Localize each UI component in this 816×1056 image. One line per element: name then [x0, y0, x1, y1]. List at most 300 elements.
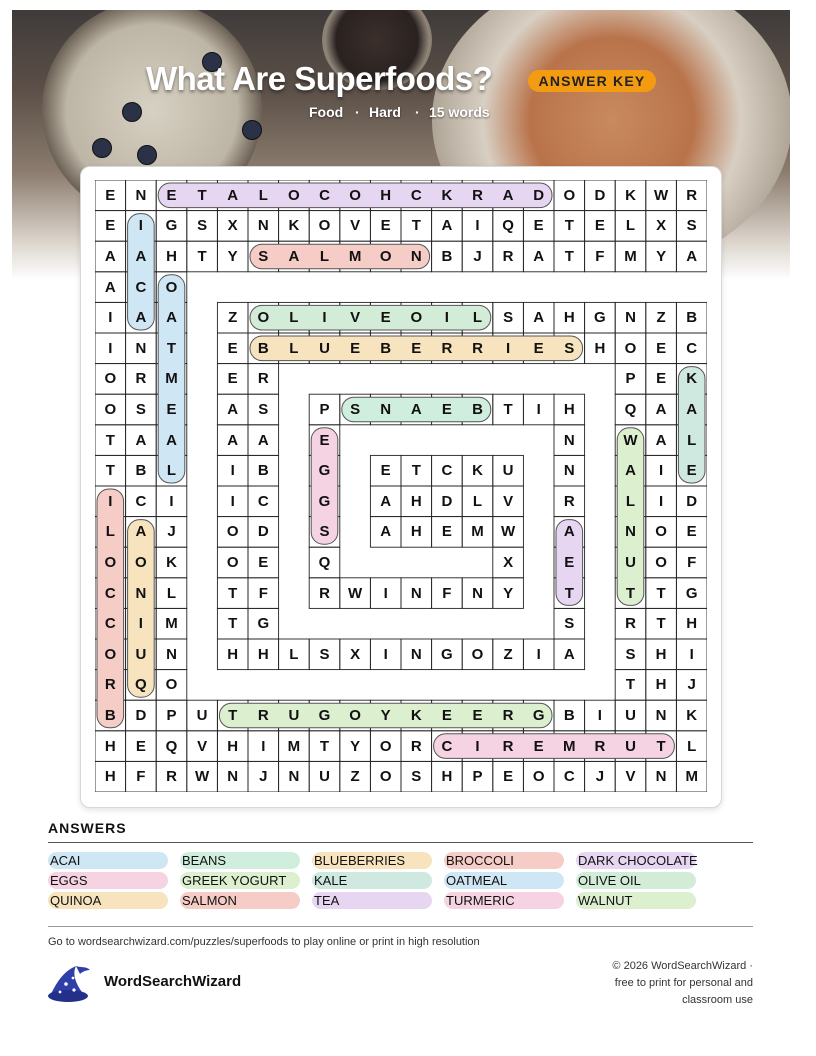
grid-letter: I	[322, 309, 327, 327]
grid-letter: P	[472, 768, 483, 786]
grid-letter: T	[411, 217, 421, 235]
grid-letter: A	[655, 400, 667, 418]
grid-letter: O	[135, 553, 147, 571]
grid-letter: U	[625, 737, 636, 755]
grid-letter: W	[501, 523, 516, 541]
grid-letter: R	[257, 370, 269, 388]
grid-letter: C	[410, 186, 422, 204]
grid-letter: N	[563, 462, 575, 480]
grid-letter: C	[257, 492, 269, 510]
answer-key-badge: ANSWER KEY	[528, 70, 656, 92]
grid-letter: G	[318, 706, 331, 724]
grid-letter: B	[135, 462, 147, 480]
grid-letter: W	[195, 768, 210, 786]
grid-letter: L	[687, 431, 697, 449]
grid-letter: T	[105, 431, 115, 449]
grid-letter: D	[533, 186, 545, 204]
grid-letter: C	[686, 339, 698, 357]
copyright-line: © 2026 WordSearchWizard ·	[612, 960, 753, 972]
wizard-hat-icon	[46, 962, 94, 1006]
grid-letter: V	[197, 737, 208, 755]
grid-letter: D	[257, 523, 269, 541]
grid-letter: S	[319, 645, 330, 663]
grid-letter: N	[135, 339, 147, 357]
grid-letter: V	[350, 309, 361, 327]
grid-letter: A	[655, 431, 667, 449]
grid-letter: A	[563, 645, 575, 663]
grid-letter: C	[135, 278, 147, 296]
grid-letter: E	[105, 217, 116, 235]
grid-letter: V	[625, 768, 636, 786]
grid-letter: A	[502, 186, 514, 204]
grid-letter: S	[135, 400, 146, 418]
grid-letter: R	[563, 492, 575, 510]
grid-letter: H	[166, 247, 177, 265]
grid-letter: B	[441, 247, 453, 265]
grid-letter: R	[257, 706, 269, 724]
answer-item: WALNUT	[576, 892, 696, 909]
grid-letter: I	[108, 309, 113, 327]
grid-letter: K	[472, 462, 483, 480]
grid-letter: A	[288, 247, 300, 265]
grid-letter: E	[533, 217, 544, 235]
grid-letter: O	[257, 309, 270, 327]
grid-letter: L	[105, 523, 115, 541]
grid-letter: J	[687, 676, 696, 694]
grid-letter: C	[441, 462, 453, 480]
grid-letter: T	[625, 584, 636, 602]
grid-letter: E	[441, 706, 452, 724]
grid-letter: R	[319, 584, 330, 602]
grid-letter: S	[503, 309, 514, 327]
grid-letter: Q	[135, 676, 147, 694]
grid-letter: E	[258, 553, 269, 571]
grid-letter: C	[104, 584, 116, 602]
grid-letter: E	[503, 768, 514, 786]
category-label: Food	[309, 104, 344, 120]
grid-letter: Q	[502, 217, 514, 235]
meta-separator: ·	[355, 104, 360, 120]
answer-item: DARK CHOCOLATE	[578, 853, 698, 868]
grid-letter: Z	[350, 768, 360, 786]
grid-letter: R	[472, 186, 483, 204]
grid-letter: E	[105, 186, 116, 204]
grid-letter: I	[138, 615, 143, 633]
word-count-label: 15 words	[429, 104, 490, 120]
grid-letter: U	[625, 706, 636, 724]
blueberry-decoration	[242, 120, 262, 140]
grid-letter: O	[624, 339, 637, 357]
grid-letter: Y	[380, 706, 391, 724]
grid-letter: B	[257, 339, 269, 357]
grid-letter: M	[563, 737, 576, 755]
grid-letter: F	[136, 768, 146, 786]
grid-letter: R	[502, 737, 514, 755]
grid-letter: H	[410, 523, 422, 541]
grid-letter: A	[380, 492, 392, 510]
grid-letter: A	[135, 247, 147, 265]
grid-letter: M	[348, 247, 362, 265]
grid-letter: H	[686, 615, 698, 633]
grid-letter: M	[165, 370, 178, 388]
grid-letter: I	[230, 492, 235, 510]
grid-letter: Y	[656, 247, 667, 265]
grid-letter: G	[532, 706, 545, 724]
grid-letter: O	[563, 186, 576, 204]
grid-letter: S	[350, 400, 361, 418]
grid-letter: T	[656, 584, 666, 602]
difficulty-label: Hard	[369, 104, 401, 120]
grid-letter: I	[444, 309, 449, 327]
grid-letter: H	[594, 339, 606, 357]
grid-letter: E	[411, 339, 422, 357]
divider	[48, 926, 753, 927]
grid-letter: N	[625, 523, 636, 541]
grid-letter: N	[563, 431, 575, 449]
grid-letter: V	[350, 217, 361, 235]
grid-letter: K	[686, 370, 698, 388]
grid-letter: G	[318, 462, 331, 480]
grid-letter: N	[410, 247, 422, 265]
grid-letter: A	[227, 186, 239, 204]
grid-letter: L	[472, 309, 483, 327]
grid-letter: S	[258, 400, 269, 418]
grid-letter: O	[379, 768, 392, 786]
grid-letter: H	[227, 645, 239, 663]
grid-letter: D	[594, 186, 606, 204]
grid-letter: O	[104, 553, 117, 571]
meta-separator: ·	[415, 104, 420, 120]
grid-letter: N	[288, 768, 300, 786]
grid-letter: T	[105, 462, 115, 480]
grid-letter: H	[380, 186, 392, 204]
grid-letter: O	[655, 523, 667, 541]
grid-letter: O	[165, 278, 178, 296]
grid-letter: O	[288, 186, 300, 204]
grid-letter: B	[563, 706, 575, 724]
grid-letter: E	[166, 186, 177, 204]
grid-letter: L	[472, 492, 483, 510]
grid-letter: R	[472, 339, 483, 357]
grid-letter: U	[135, 645, 147, 663]
grid-letter: O	[104, 370, 117, 388]
grid-letter: H	[257, 645, 269, 663]
grid-letter: E	[380, 462, 391, 480]
grid-letter: O	[165, 676, 178, 694]
grid-letter: L	[319, 247, 330, 265]
grid-letter: N	[135, 584, 147, 602]
grid-letter: E	[319, 431, 330, 449]
grid-letter: S	[411, 768, 422, 786]
grid-letter: O	[318, 217, 331, 235]
word-search-grid	[95, 180, 707, 792]
grid-letter: H	[104, 737, 116, 755]
grid-letter: X	[656, 217, 667, 235]
answer-item: SALMON	[180, 892, 300, 909]
grid-letter: E	[166, 400, 177, 418]
grid-letter: G	[318, 492, 331, 510]
grid-letter: L	[166, 584, 177, 602]
grid-letter: I	[689, 645, 694, 663]
grid-letter: O	[655, 553, 667, 571]
grid-letter: A	[104, 247, 116, 265]
grid-letter: N	[655, 768, 667, 786]
grid-letter: R	[441, 339, 453, 357]
grid-letter: E	[533, 737, 544, 755]
grid-letter: K	[288, 217, 300, 235]
grid-letter: T	[656, 615, 666, 633]
grid-letter: O	[104, 645, 117, 663]
grid-letter: U	[319, 768, 330, 786]
blueberry-decoration	[137, 145, 157, 165]
grid-letter: K	[166, 553, 177, 571]
grid-letter: H	[441, 768, 453, 786]
grid-letter: B	[686, 309, 698, 327]
grid-letter: M	[287, 737, 301, 755]
grid-letter: T	[228, 584, 238, 602]
grid-letter: I	[230, 462, 235, 480]
grid-letter: T	[656, 737, 666, 755]
answer-item: BLUEBERRIES	[312, 852, 432, 869]
grid-letter: E	[441, 400, 452, 418]
grid-letter: G	[441, 645, 453, 663]
grid-letter: V	[503, 492, 514, 510]
grid-letter: E	[441, 523, 452, 541]
grid-letter: L	[289, 339, 299, 357]
grid-letter: A	[227, 431, 239, 449]
grid-letter: L	[687, 737, 697, 755]
answer-item: QUINOA	[48, 892, 168, 909]
grid-letter: T	[197, 186, 207, 204]
grid-letter: J	[595, 768, 605, 786]
grid-letter: F	[595, 247, 605, 265]
grid-letter: O	[379, 247, 392, 265]
grid-letter: I	[536, 400, 541, 418]
grid-letter: T	[564, 584, 574, 602]
grid-letter: G	[257, 615, 270, 633]
grid-letter: H	[655, 676, 667, 694]
grid-letter: X	[227, 217, 238, 235]
grid-letter: O	[379, 737, 392, 755]
grid-letter: E	[656, 370, 667, 388]
grid-letter: N	[625, 309, 636, 327]
grid-letter: C	[441, 737, 453, 755]
grid-letter: G	[685, 584, 698, 602]
grid-letter: R	[135, 370, 147, 388]
grid-letter: T	[625, 676, 636, 694]
grid-letter: I	[475, 737, 480, 755]
grid-letter: L	[289, 645, 299, 663]
grid-letter: I	[506, 339, 511, 357]
page-title: What Are Superfoods?	[146, 60, 493, 97]
grid-letter: I	[138, 217, 143, 235]
grid-letter: W	[623, 431, 638, 449]
grid-letter: O	[532, 768, 545, 786]
grid-letter: H	[563, 400, 575, 418]
grid-letter: G	[594, 309, 606, 327]
copyright-line: classroom use	[682, 994, 753, 1006]
grid-letter: E	[380, 217, 391, 235]
grid-letter: S	[625, 645, 636, 663]
grid-letter: M	[685, 768, 698, 786]
grid-letter: K	[410, 706, 422, 724]
grid-letter: N	[257, 217, 269, 235]
copyright	[553, 958, 753, 1009]
grid-letter: R	[502, 247, 514, 265]
grid-letter: U	[502, 462, 514, 480]
grid-letter: K	[441, 186, 453, 204]
grid-letter: C	[135, 492, 147, 510]
grid-letter: N	[410, 645, 422, 663]
grid-letter: O	[471, 645, 484, 663]
grid-letter: X	[350, 645, 361, 663]
grid-letter: Q	[318, 553, 331, 571]
grid-letter: B	[257, 462, 269, 480]
grid-letter: Z	[503, 645, 513, 663]
grid-letter: F	[258, 584, 268, 602]
grid-letter: D	[135, 706, 147, 724]
grid-letter: H	[655, 645, 667, 663]
grid-letter: A	[166, 431, 177, 449]
grid-letter: N	[227, 768, 239, 786]
grid-letter: J	[473, 247, 482, 265]
grid-letter: I	[383, 645, 388, 663]
grid-letter: E	[686, 462, 697, 480]
grid-letter: E	[227, 339, 238, 357]
grid-letter: I	[659, 492, 664, 510]
grid-letter: C	[319, 186, 330, 204]
grid-letter: P	[166, 706, 177, 724]
grid-letter: R	[594, 737, 606, 755]
grid-letter: S	[564, 339, 575, 357]
grid-letter: A	[135, 431, 147, 449]
grid-letter: E	[350, 339, 361, 357]
grid-letter: Q	[165, 737, 178, 755]
grid-letter: C	[104, 615, 116, 633]
grid-letter: I	[108, 492, 113, 510]
grid-letter: B	[472, 400, 483, 418]
grid-letter: H	[227, 737, 239, 755]
grid-letter: O	[226, 523, 239, 541]
grid-letter: E	[533, 339, 544, 357]
grid-letter: S	[319, 523, 330, 541]
grid-letter: S	[197, 217, 208, 235]
grid-letter: J	[259, 768, 268, 786]
answer-item: BEANS	[180, 852, 300, 869]
grid-letter: U	[625, 553, 636, 571]
grid-letter: A	[257, 431, 269, 449]
grid-letter: O	[349, 706, 361, 724]
footer-link[interactable]: Go to wordsearchwizard.com/puzzles/superfoods to play online or print in high resolution	[48, 936, 480, 948]
grid-letter: A	[533, 247, 545, 265]
blueberry-decoration	[92, 138, 112, 158]
grid-letter: I	[659, 462, 664, 480]
answer-item: TEA	[312, 892, 432, 909]
grid-letter: A	[104, 278, 116, 296]
grid-letter: G	[165, 217, 178, 235]
grid-letter: Y	[350, 737, 361, 755]
grid-letter: R	[502, 706, 514, 724]
grid-letter: A	[410, 400, 422, 418]
answer-item: GREEK YOGURT	[180, 872, 300, 889]
grid-letter: I	[261, 737, 266, 755]
grid-letter: W	[348, 584, 363, 602]
grid-letter: A	[686, 400, 698, 418]
grid-letter: R	[166, 768, 177, 786]
grid-letter: L	[625, 217, 636, 235]
grid-letter: P	[625, 370, 636, 388]
answer-item: TURMERIC	[444, 892, 564, 909]
answer-item: BROCCOLI	[444, 852, 564, 869]
grid-letter: F	[442, 584, 452, 602]
grid-letter: K	[625, 186, 636, 204]
answer-item: OATMEAL	[444, 872, 564, 889]
grid-letter: Z	[656, 309, 666, 327]
grid-letter: A	[625, 462, 636, 480]
grid-letter: R	[625, 615, 636, 633]
brand-name: WordSearchWizard	[104, 973, 242, 990]
grid-letter: E	[380, 309, 391, 327]
grid-letter: R	[104, 676, 116, 694]
grid-letter: Z	[228, 309, 238, 327]
answers-heading: ANSWERS	[48, 820, 127, 836]
grid-letter: N	[166, 645, 177, 663]
grid-letter: M	[471, 523, 484, 541]
grid-letter: C	[563, 768, 575, 786]
divider	[48, 842, 753, 843]
grid-letter: N	[655, 706, 667, 724]
grid-letter: T	[411, 462, 421, 480]
grid-letter: E	[594, 217, 605, 235]
grid-letter: L	[258, 186, 268, 204]
answer-item: EGGS	[48, 872, 168, 889]
copyright-line: free to print for personal and	[614, 977, 753, 989]
grid-letter: I	[475, 217, 480, 235]
grid-letter: T	[228, 615, 238, 633]
grid-letter: U	[288, 706, 300, 724]
grid-letter: B	[380, 339, 392, 357]
grid-letter: A	[166, 309, 177, 327]
answer-item: KALE	[312, 872, 432, 889]
grid-letter: A	[135, 523, 147, 541]
grid-letter: A	[227, 400, 239, 418]
grid-letter: A	[380, 523, 392, 541]
grid-letter: L	[166, 462, 177, 480]
grid-letter: W	[654, 186, 669, 204]
grid-letter: I	[383, 584, 388, 602]
grid-letter: H	[104, 768, 116, 786]
grid-letter: H	[410, 492, 422, 510]
grid-letter: Q	[624, 400, 637, 418]
grid-letter: F	[687, 553, 697, 571]
grid-letter: T	[319, 737, 330, 755]
grid-letter: K	[686, 706, 698, 724]
grid-letter: A	[563, 523, 575, 541]
grid-letter: N	[472, 584, 483, 602]
grid-letter: J	[167, 523, 176, 541]
grid-letter: S	[258, 247, 269, 265]
answer-item: ACAI	[48, 852, 168, 869]
grid-letter: S	[686, 217, 697, 235]
grid-letter: H	[563, 309, 575, 327]
grid-letter: S	[564, 615, 575, 633]
grid-letter: T	[564, 247, 574, 265]
grid-letter: E	[656, 339, 667, 357]
grid-letter: A	[533, 309, 545, 327]
grid-letter: P	[319, 400, 330, 418]
grid-letter: L	[289, 309, 299, 327]
grid-letter: E	[227, 370, 238, 388]
